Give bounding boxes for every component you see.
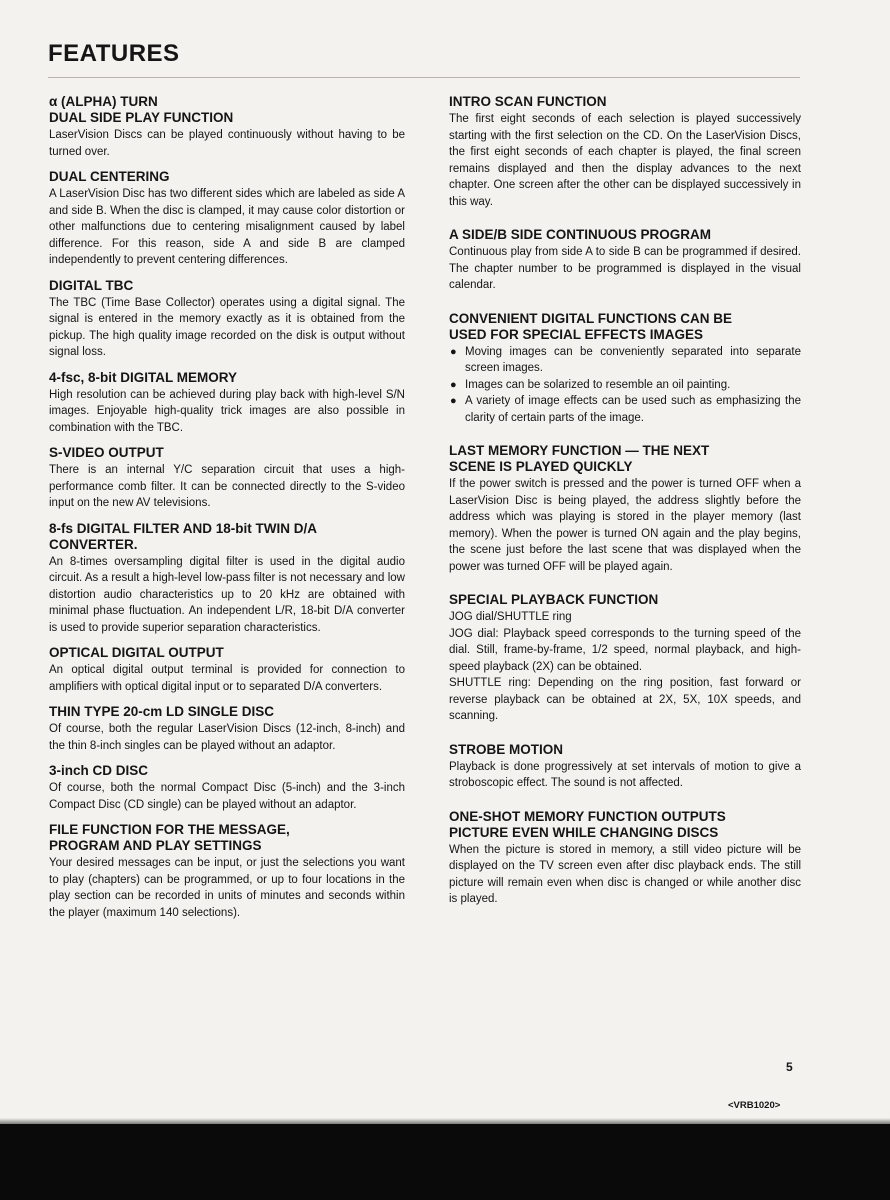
section-heading-line: LAST MEMORY FUNCTION — THE NEXT (449, 443, 710, 458)
section-heading (49, 370, 405, 386)
bullet-text: Images can be solarized to resemble an oil painting. (465, 378, 731, 391)
section-heading-line: 8-fs DIGITAL FILTER AND 18-bit TWIN D/A (49, 520, 317, 536)
section-heading (449, 443, 801, 475)
section-heading (49, 822, 405, 854)
feature-section (49, 169, 405, 269)
section-heading (49, 521, 405, 553)
feature-section (49, 445, 405, 512)
feature-section (449, 592, 801, 725)
section-heading-line: SPECIAL PLAYBACK FUNCTION (449, 592, 659, 607)
section-heading-line: INTRO SCAN FUNCTION (449, 94, 607, 109)
section-heading-line: PICTURE EVEN WHILE CHANGING DISCS (449, 824, 719, 840)
feature-section (49, 521, 405, 637)
section-heading (49, 278, 405, 294)
section-heading (449, 94, 801, 110)
section-heading-line: DIGITAL TBC (49, 277, 134, 293)
feature-section (449, 94, 801, 210)
section-paragraph: There is an internal Y/C separation circuit that uses a high-performance comb filter. It can be connected directly to the S-video input on the new AV televisions. (49, 464, 405, 509)
document-code: <VRB1020> (728, 1100, 781, 1111)
feature-section (449, 809, 801, 908)
section-heading-line: CONVERTER. (49, 536, 138, 552)
feature-section (449, 742, 801, 792)
feature-section (449, 227, 801, 294)
bullet-list (449, 344, 801, 427)
section-paragraph: JOG dial: Playback speed corresponds to the turning speed of the dial. Still, frame-by-frame, 1/2 speed, normal playback, and high-speed playback (2X) can be obtained. (449, 627, 801, 673)
bullet-item (449, 393, 801, 426)
section-paragraph: SHUTTLE ring: Depending on the ring position, fast forward or reverse playback can be obtained at 2X, 5X, 10X speeds, and scanning. (449, 677, 801, 722)
section-paragraph: A LaserVision Disc has two different sides which are labeled as side A and side B. When the disc is clamped, it may cause color distortion or other malfunctions due to centering misalignment caused by label difference. For this reason, side A and side B are clamped independently to prevent centering differences. (49, 188, 405, 266)
bullet-dot-icon: ● (450, 395, 457, 407)
left-column (49, 94, 405, 930)
right-column (449, 94, 801, 925)
feature-section (49, 704, 405, 754)
bullet-dot-icon: ● (450, 378, 457, 391)
section-heading (49, 645, 405, 661)
bullet-item (449, 377, 801, 394)
section-paragraph: Of course, both the normal Compact Disc (5-inch) and the 3-inch Compact Disc (CD single) can be played without an adaptor. (49, 782, 405, 811)
section-heading-line: 3-inch CD DISC (49, 763, 149, 778)
section-paragraph: Of course, both the regular LaserVision Discs (12-inch, 8-inch) and the thin 8-inch singles can be played without an adaptor. (49, 723, 405, 752)
feature-section (49, 763, 405, 813)
section-paragraph: JOG dial/SHUTTLE ring (449, 611, 572, 623)
bullet-text: A variety of image effects can be used such as emphasizing the clarity of certain parts of the image. (465, 395, 801, 424)
section-paragraph: Continuous play from side A to side B can be programmed if desired. The chapter number to be programmed is displayed in the visual calendar. (449, 246, 801, 291)
section-paragraph: An 8-times oversampling digital filter is used in the digital audio circuit. As a result a high-level low-pass filter is not necessary and low distortion audio characteristics up to 20 kHz are obtained with minimal phase fluctuation. An independent L/R, 18-bit D/A converter is used to provide superior separation characteristics. (49, 555, 405, 634)
section-heading-line: USED FOR SPECIAL EFFECTS IMAGES (449, 326, 704, 342)
page-title: FEATURES (48, 40, 180, 67)
section-paragraph: When the picture is stored in memory, a still video picture will be displayed on the TV screen even after disc playback ends. The still picture will remain even when disc is changed or while another disc is played. (449, 843, 801, 905)
section-heading-line: DUAL CENTERING (49, 169, 170, 184)
section-heading (449, 742, 801, 758)
section-paragraph: High resolution can be achieved during play back with high-level S/N images. Enjoyable high-quality trick images are also possible in combination with the TBC. (49, 388, 405, 434)
section-heading (49, 704, 405, 720)
section-heading-line: THIN TYPE 20-cm LD SINGLE DISC (49, 704, 275, 719)
section-heading (449, 592, 801, 608)
section-heading-line: A SIDE/B SIDE CONTINUOUS PROGRAM (449, 227, 712, 242)
section-paragraph: LaserVision Discs can be played continuously without having to be turned over. (49, 129, 405, 158)
section-heading-line: FILE FUNCTION FOR THE MESSAGE, (49, 822, 290, 837)
section-heading (449, 227, 801, 243)
feature-section (449, 443, 801, 575)
section-heading-line: PROGRAM AND PLAY SETTINGS (49, 838, 262, 853)
page-number: 5 (786, 1060, 793, 1074)
section-paragraph: Playback is done progressively at set intervals of motion to give a stroboscopic effect. The sound is not affected. (449, 760, 801, 789)
section-heading (49, 94, 405, 126)
feature-section (49, 645, 405, 695)
section-heading (449, 311, 801, 343)
section-heading-line: CONVENIENT DIGITAL FUNCTIONS CAN BE (449, 310, 733, 326)
feature-section (49, 370, 405, 437)
scan-bottom-border (0, 1124, 890, 1200)
section-paragraph: An optical digital output terminal is provided for connection to amplifiers with optical digital input or to separated D/A converters. (49, 664, 405, 693)
bullet-item (449, 344, 801, 377)
section-heading-line: DUAL SIDE PLAY FUNCTION (49, 110, 234, 125)
title-divider (48, 77, 800, 78)
feature-section (449, 311, 801, 427)
section-heading-line: SCENE IS PLAYED QUICKLY (449, 459, 633, 474)
section-paragraph: Your desired messages can be input, or just the selections you want to play (chapters) can be programmed, or up to four locations in the play section can be recorded in units of minutes and seconds within the player (maximum 140 selections). (49, 857, 405, 919)
section-heading (49, 169, 405, 185)
section-heading (449, 809, 801, 841)
section-heading-line: OPTICAL DIGITAL OUTPUT (49, 645, 224, 660)
section-paragraph: The first eight seconds of each selection is played successively starting with the first selection on the CD. On the LaserVision Discs, the first eight seconds of each chapter is played, the final screen remains displayed and then the display advances to the next chapter. One screen after the other can be displayed successively in this way. (449, 113, 801, 208)
section-heading-line: α (ALPHA) TURN (49, 94, 158, 109)
bullet-text: Moving images can be conveniently separated into separate screen images. (465, 345, 801, 374)
section-heading-line: 4-fsc, 8-bit DIGITAL MEMORY (49, 369, 238, 385)
feature-section (49, 94, 405, 160)
section-heading (49, 445, 405, 461)
section-heading-line: ONE-SHOT MEMORY FUNCTION OUTPUTS (449, 808, 726, 824)
section-paragraph: The TBC (Time Base Collector) operates using a digital signal. The signal is entered in the memory exactly as it is obtained from the pickup. The high quality image recorded on the disk is output without signal loss. (49, 296, 405, 358)
feature-section (49, 822, 405, 921)
feature-section (49, 278, 405, 361)
section-heading (49, 763, 405, 779)
section-paragraph: If the power switch is pressed and the power is turned OFF when a LaserVision Disc is being played, the address slightly before the address which was playing is stored in the player memory (last memory). When the power is turned ON again and the play begins, the scene just before the last scene that was displayed when the power was turned OFF will be played again. (449, 478, 801, 573)
bullet-dot-icon: ● (450, 345, 457, 358)
section-heading-line: STROBE MOTION (449, 741, 563, 757)
section-heading-line: S-VIDEO OUTPUT (49, 445, 164, 460)
